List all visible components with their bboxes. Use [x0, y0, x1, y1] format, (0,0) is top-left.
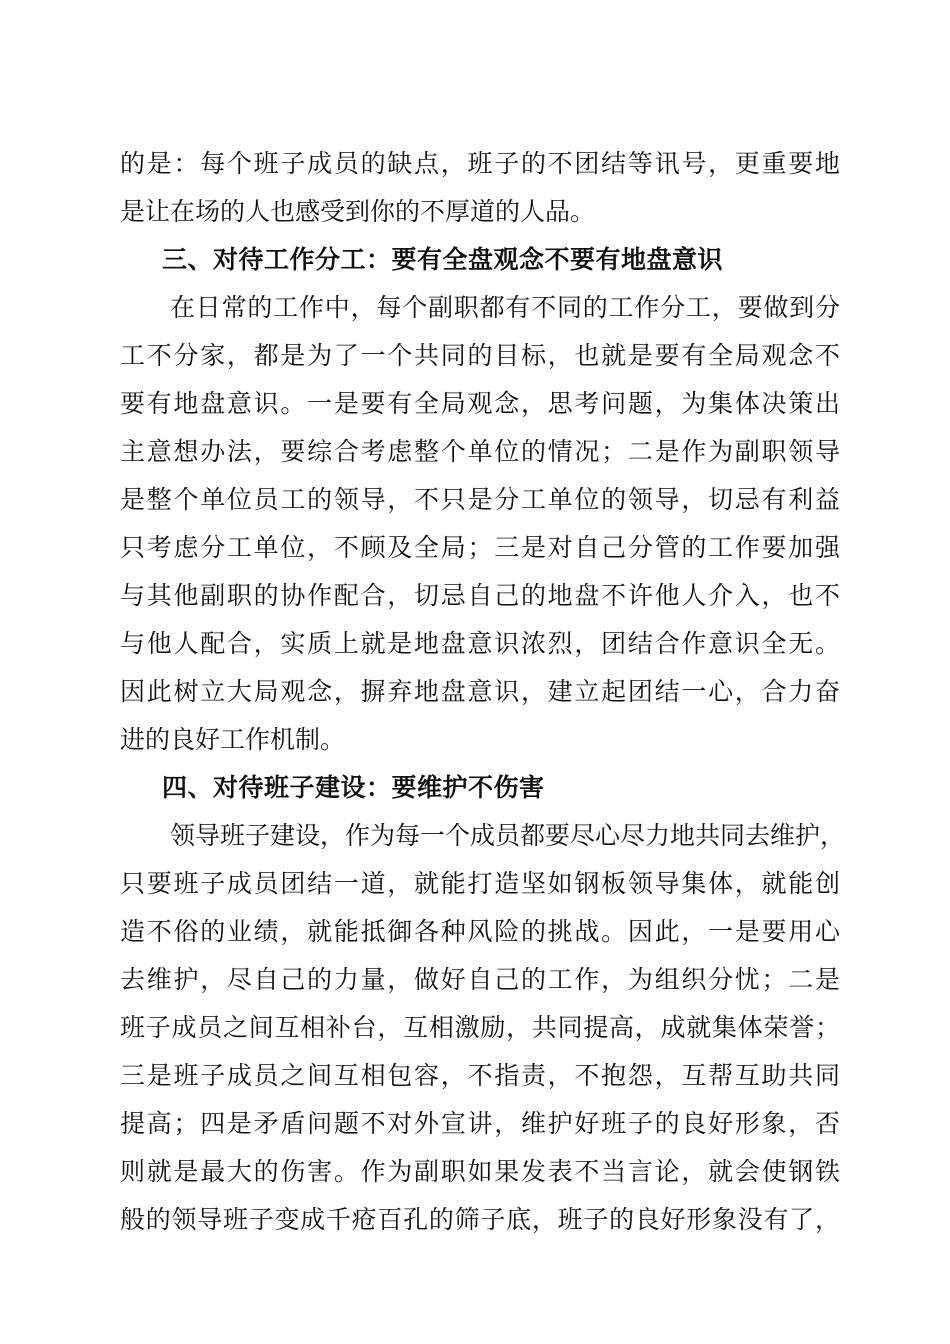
text-line: 领导班子建设，作为每一个成员都要尽心尽力地共同去维护， [170, 821, 846, 850]
text-line: 是让在场的人也感受到你的不厚道的人品。 [120, 197, 596, 226]
text-line: 是整个单位员工的领导，不只是分工单位的领导，切忌有利益 [120, 485, 840, 514]
text-line: 只考虑分工单位，不顾及全局；三是对自己分管的工作要加强 [120, 533, 840, 562]
paragraph-team-building [120, 812, 846, 1244]
text-line: 在日常的工作中，每个副职都有不同的工作分工，要做到分 [170, 293, 840, 322]
text-line: 因此树立大局观念，摒弃地盘意识，建立起团结一心，合力奋 [120, 677, 840, 706]
text-line: 三是班子成员之间互相包容，不指责，不抱怨，互帮互助共同 [120, 1061, 840, 1090]
section-heading-4: 四、对待班子建设：要维护不伤害 [162, 773, 545, 802]
text-line: 提高；四是矛盾问题不对外宣讲，维护好班子的良好形象，否 [120, 1109, 840, 1138]
document-body [120, 140, 846, 1244]
text-line: 般的领导班子变成千疮百孔的筛子底，班子的良好形象没有了， [120, 1205, 840, 1234]
text-line: 进的良好工作机制。 [120, 725, 346, 754]
text-line: 要有地盘意识。一是要有全局观念，思考问题，为集体决策出 [120, 389, 840, 418]
section-heading-3: 三、对待工作分工：要有全盘观念不要有地盘意识 [162, 245, 724, 274]
text-line: 与其他副职的协作配合，切忌自己的地盘不许他人介入，也不 [120, 581, 840, 610]
text-line: 造不俗的业绩，就能抵御各种风险的挑战。因此，一是要用心 [120, 917, 840, 946]
text-line: 去维护，尽自己的力量，做好自己的工作，为组织分忧；二是 [120, 965, 840, 994]
text-line: 则就是最大的伤害。作为副职如果发表不当言论，就会使钢铁 [120, 1157, 840, 1186]
paragraph-continued [120, 140, 840, 236]
text-line: 与他人配合，实质上就是地盘意识浓烈，团结合作意识全无。 [120, 629, 840, 658]
text-line: 只要班子成员团结一道，就能打造坚如钢板领导集体，就能创 [120, 869, 840, 898]
text-line: 主意想办法，要综合考虑整个单位的情况；二是作为副职领导 [120, 437, 840, 466]
text-line: 的是：每个班子成员的缺点，班子的不团结等讯号，更重要地 [120, 149, 840, 178]
text-line: 工不分家，都是为了一个共同的目标，也就是要有全局观念不 [120, 341, 840, 370]
text-line: 班子成员之间互相补台，互相激励，共同提高，成就集体荣誉； [120, 1013, 840, 1042]
paragraph-work-division [120, 284, 840, 764]
